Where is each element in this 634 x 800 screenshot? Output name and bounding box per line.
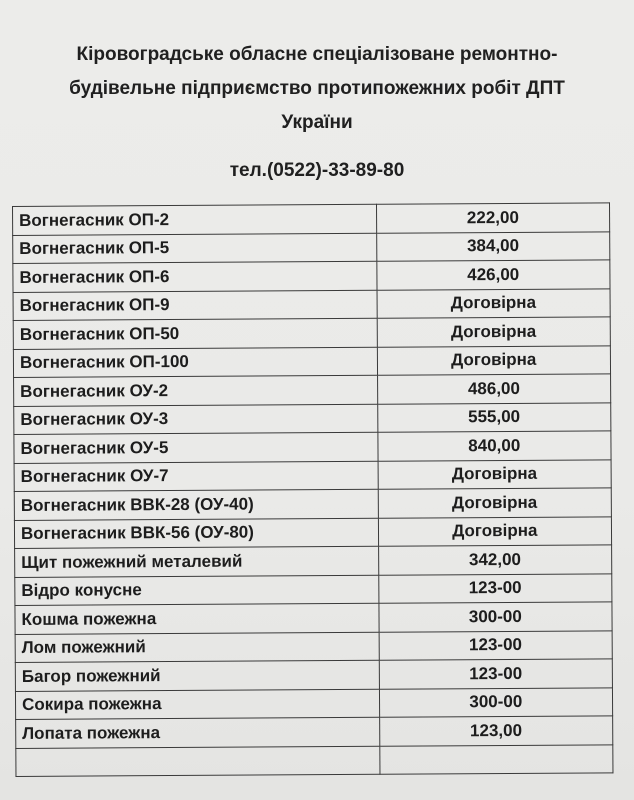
- price-table: [12, 202, 613, 776]
- item-price-cell: 123-00: [379, 630, 613, 660]
- table-row: [14, 402, 611, 434]
- item-name-cell: Вогнегасник ОУ-5: [14, 432, 378, 463]
- item-name-cell: Багор пожежний: [15, 660, 379, 691]
- table-row: [13, 231, 610, 263]
- item-price-cell: Договірна: [377, 317, 611, 347]
- price-table-body: [13, 203, 613, 776]
- item-price-cell: 840,00: [377, 431, 611, 461]
- table-row: [15, 602, 612, 634]
- table-row: [14, 459, 611, 491]
- item-price-cell: 300-00: [379, 687, 613, 717]
- item-price-cell: Договірна: [378, 488, 612, 518]
- table-row: [16, 716, 613, 748]
- item-name-cell: Вогнегасник ОП-6: [13, 261, 377, 292]
- item-name-cell: Вогнегасник ВВК-28 (ОУ-40): [14, 489, 378, 520]
- organization-title: [0, 38, 634, 140]
- item-price-cell: Договірна: [378, 516, 612, 546]
- table-row: [15, 573, 612, 605]
- item-price-cell: 342,00: [378, 545, 612, 575]
- item-name-cell: Вогнегасник ВВК-56 (ОУ-80): [14, 518, 378, 549]
- item-name-cell: Вогнегасник ОП-100: [13, 347, 377, 378]
- table-row: [13, 288, 610, 320]
- table-row: [14, 516, 611, 548]
- table-row: [13, 203, 610, 235]
- item-price-cell: 300-00: [379, 602, 613, 632]
- item-name-cell: Вогнегасник ОП-2: [13, 204, 377, 235]
- table-row: [13, 317, 610, 349]
- table-row: [13, 260, 610, 292]
- table-row: [15, 545, 612, 577]
- table-row: [14, 374, 611, 406]
- item-name-cell: Вогнегасник ОП-5: [13, 233, 377, 264]
- empty-cell: [379, 744, 613, 773]
- item-price-cell: 486,00: [377, 374, 611, 404]
- empty-table-row: [16, 744, 613, 776]
- price-table-container: [12, 202, 625, 776]
- table-row: [15, 687, 612, 719]
- item-price-cell: Договірна: [378, 459, 612, 489]
- item-price-cell: 384,00: [376, 231, 610, 261]
- item-name-cell: Вогнегасник ОП-9: [13, 290, 377, 321]
- table-row: [15, 630, 612, 662]
- title-line-2: будівельне підприємство протипожежних робіт ДПТ: [69, 78, 565, 99]
- item-price-cell: 222,00: [376, 203, 610, 233]
- item-name-cell: Вогнегасник ОУ-7: [14, 461, 378, 492]
- item-name-cell: Вогнегасник ОУ-3: [14, 404, 378, 435]
- item-name-cell: Щит пожежний металевий: [15, 546, 379, 577]
- item-price-cell: 123,00: [379, 716, 613, 746]
- item-name-cell: Лом пожежний: [15, 632, 379, 663]
- table-row: [13, 345, 610, 377]
- title-line-3: України: [281, 112, 353, 133]
- item-price-cell: 555,00: [377, 402, 611, 432]
- item-name-cell: Вогнегасник ОУ-2: [14, 375, 378, 406]
- table-row: [14, 431, 611, 463]
- item-price-cell: 123-00: [378, 573, 612, 603]
- item-name-cell: Відро конусне: [15, 575, 379, 606]
- empty-cell: [16, 746, 380, 776]
- phone-number: тел.(0522)-33-89-80: [229, 160, 405, 181]
- item-price-cell: 426,00: [376, 260, 610, 290]
- item-price-cell: 123-00: [379, 659, 613, 689]
- item-name-cell: Сокира пожежна: [15, 689, 379, 720]
- title-line-1: Кіровоградське обласне спеціалізоване ремонтно-: [76, 44, 558, 65]
- item-price-cell: Договірна: [377, 345, 611, 375]
- item-name-cell: Кошма пожежна: [15, 603, 379, 634]
- item-price-cell: Договірна: [377, 288, 611, 318]
- table-row: [14, 488, 611, 520]
- item-name-cell: Лопата пожежна: [16, 717, 380, 748]
- table-row: [15, 659, 612, 691]
- item-name-cell: Вогнегасник ОП-50: [13, 318, 377, 349]
